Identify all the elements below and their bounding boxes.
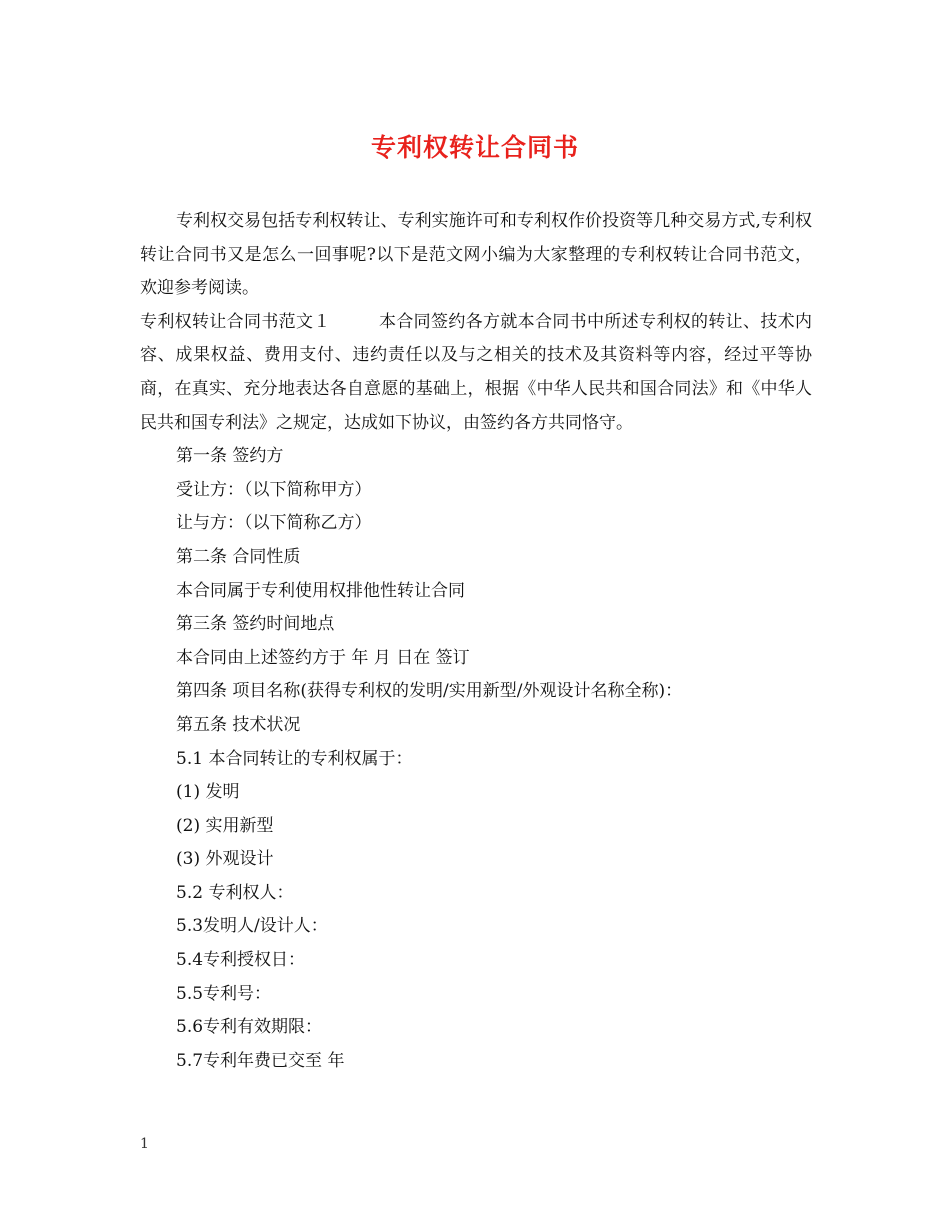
clause-line: 5.5专利号： xyxy=(176,983,272,1004)
clause-line: 第五条 技术状况 xyxy=(176,714,301,735)
clause-line: 让与方：（以下简称乙方） xyxy=(176,513,372,534)
clause-line: (2) 实用新型 xyxy=(176,815,274,836)
clause-line: 受让方：（以下简称甲方） xyxy=(176,479,372,500)
clause-line: 5.6专利有效期限： xyxy=(176,1017,323,1038)
clause-line: 第二条 合同性质 xyxy=(176,546,301,567)
clause-line: 本合同由上述签约方于 年 月 日在 签订 xyxy=(176,647,470,668)
clause-line: 5.1 本合同转让的专利权属于： xyxy=(176,748,413,769)
clause-line: (3) 外观设计 xyxy=(176,849,274,870)
document-title: 专利权转让合同书 xyxy=(370,133,579,162)
clause-line: 第一条 签约方 xyxy=(176,446,284,467)
clause-line: 第四条 项目名称(获得专利权的发明/实用新型/外观设计名称全称)： xyxy=(176,681,683,702)
sample-label: 专利权转让合同书范文１ xyxy=(140,311,331,332)
clause-line: 第三条 签约时间地点 xyxy=(176,614,335,635)
document-body xyxy=(140,205,812,1078)
clause-line: 5.7专利年费已交至 年 xyxy=(176,1050,345,1071)
intro-paragraph: 专利权交易包括专利权转让、专利实施许可和专利权作价投资等几种交易方式,专利权转让合同书又是怎么一回事呢?以下是范文网小编为大家整理的专利权转让合同书范文，欢迎参考阅读。 xyxy=(140,211,812,299)
clause-line: 本合同属于专利使用权排他性转让合同 xyxy=(176,580,465,601)
clause-line: (1) 发明 xyxy=(176,782,240,803)
clause-line: 5.2 专利权人： xyxy=(176,882,294,903)
clause-line: 5.4专利授权日： xyxy=(176,950,306,971)
preamble-text: 本合同签约各方就本合同书中所述专利权的转让、技术内容、成果权益、费用支付、违约责任以及与之相关的技术及其资料等内容，经过平等协商，在真实、充分地表达各自意愿的基础上，根据《中华人民共和国合同法》和《中华人民共和国专利法》之规定，达成如下协议，由签约各方共同恪守。 xyxy=(140,311,813,433)
preamble-paragraph xyxy=(140,306,812,440)
clause-line: 5.3发明人/设计人： xyxy=(176,916,328,937)
page-number: 1 xyxy=(140,1136,149,1152)
